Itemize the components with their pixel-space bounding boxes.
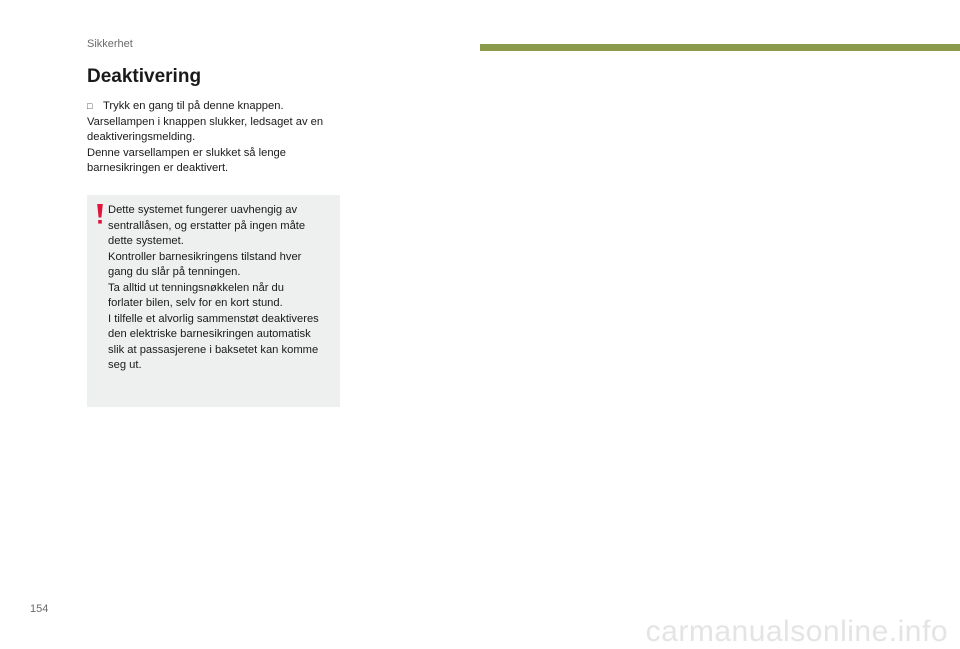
warning-line: gang du slår på tenningen. xyxy=(108,266,241,278)
bullet-text: Trykk en gang til på denne knappen. xyxy=(103,100,284,112)
warning-line: seg ut. xyxy=(108,359,142,371)
body-text xyxy=(87,99,349,177)
warning-line: forlater bilen, selv for en kort stund. xyxy=(108,297,283,309)
warning-line: Ta alltid ut tenningsnøkkelen når du xyxy=(108,281,284,294)
page-title: Deaktivering xyxy=(87,66,202,87)
exclamation-warning-icon xyxy=(95,203,105,225)
body-line: deaktiveringsmelding. xyxy=(87,131,196,143)
body-line: Varsellampen i knappen slukker, ledsaget av en xyxy=(87,115,324,128)
warning-line: slik at passasjerene i baksetet kan komme xyxy=(108,343,319,356)
body-line: barnesikringen er deaktivert. xyxy=(87,162,229,174)
warning-box xyxy=(87,195,340,407)
watermark: carmanualsonline.info xyxy=(645,615,948,648)
warning-line: Kontroller barnesikringens tilstand hver xyxy=(108,250,302,263)
warning-line: Dette systemet fungerer uavhengig av xyxy=(108,204,298,216)
warning-line: dette systemet. xyxy=(108,235,184,247)
warning-text xyxy=(108,203,336,374)
page-number: 154 xyxy=(30,603,49,615)
bullet-item xyxy=(87,99,349,115)
body-line: Denne varsellampen er slukket så lenge xyxy=(87,146,286,159)
warning-line: sentrallåsen, og erstatter på ingen måte xyxy=(108,219,306,232)
warning-line: I tilfelle et alvorlig sammenstøt deaktiveres xyxy=(108,312,319,325)
section-accent-bar xyxy=(480,44,960,51)
warning-line: den elektriske barnesikringen automatisk xyxy=(108,328,311,340)
bullet-icon: □ xyxy=(87,101,93,111)
section-label: Sikkerhet xyxy=(87,38,133,50)
